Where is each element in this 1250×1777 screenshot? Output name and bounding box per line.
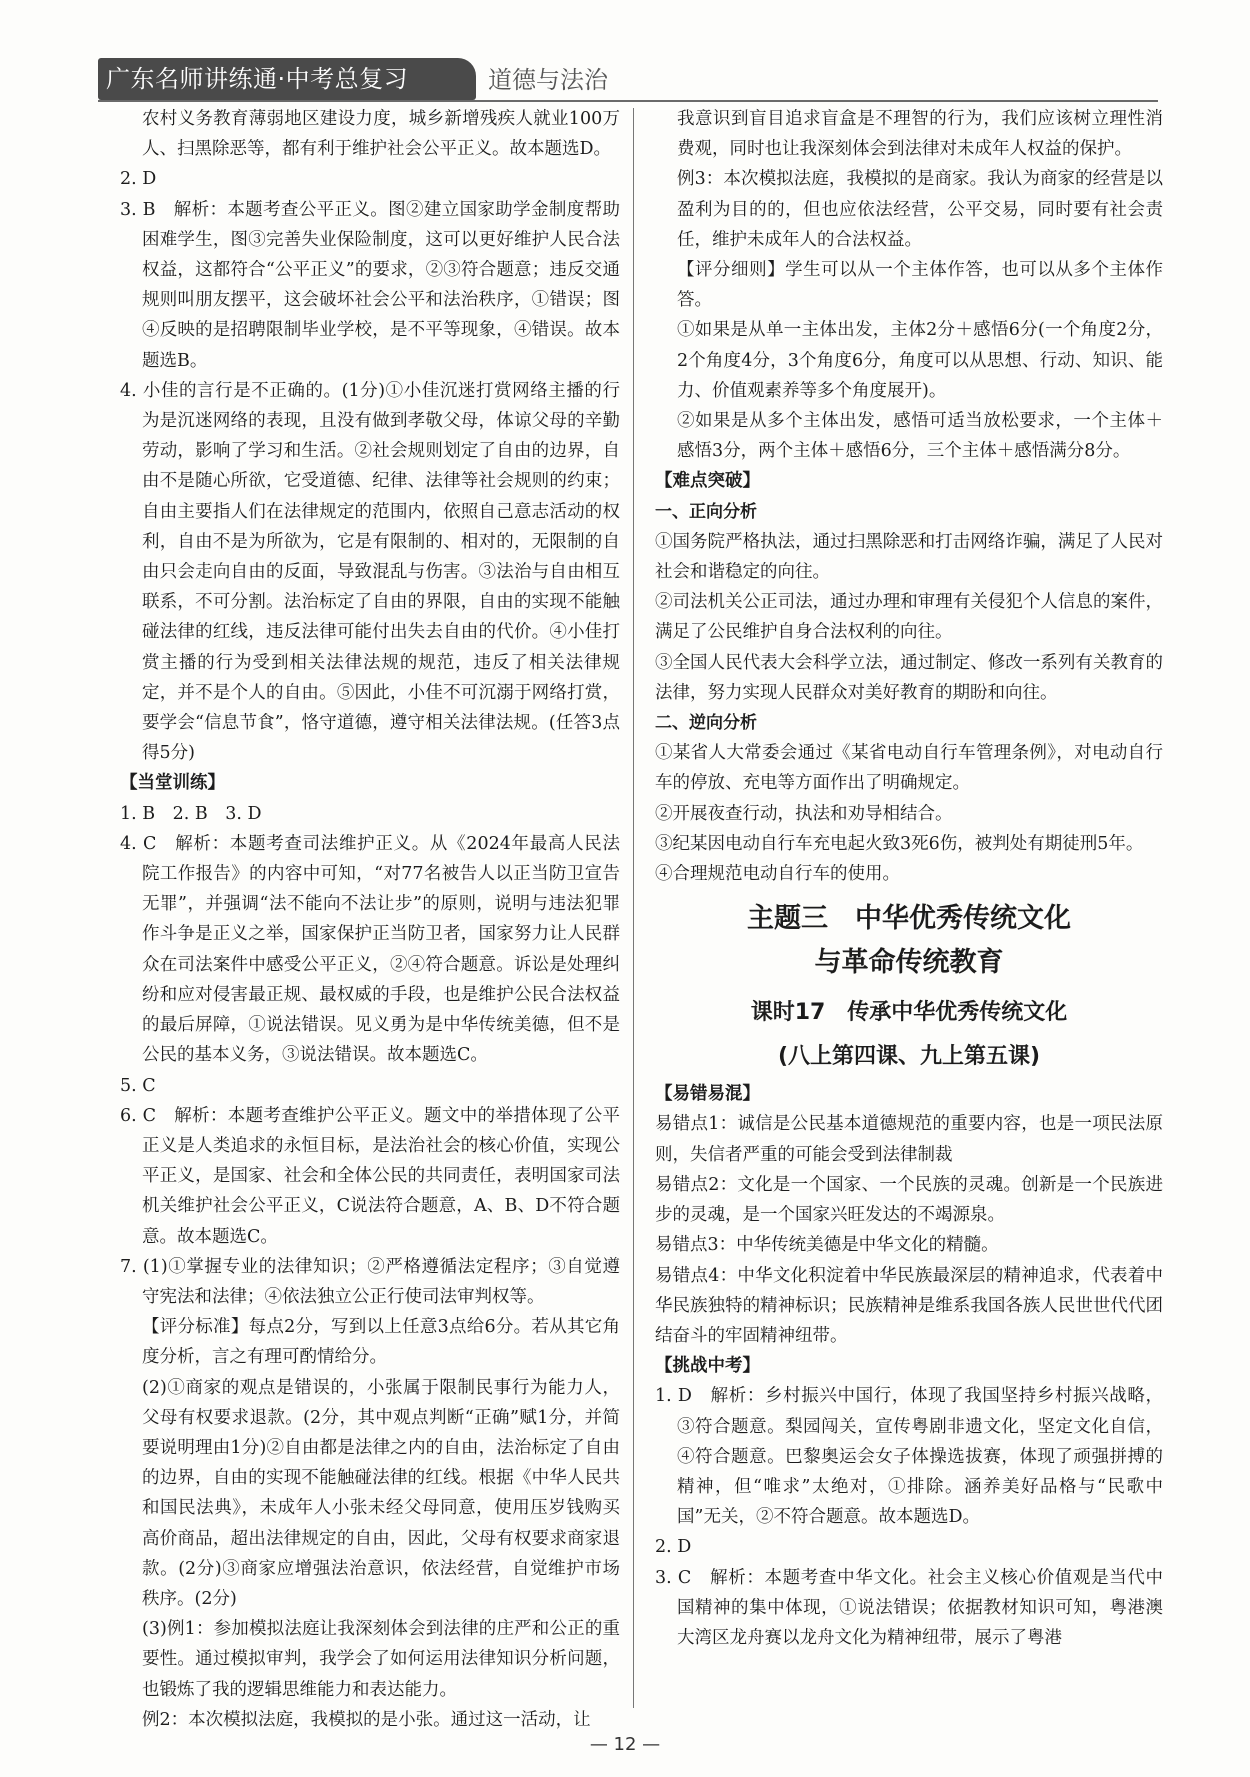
answer-paragraph: ②如果是从多个主体出发，感悟可适当放松要求，一个主体＋感悟3分，两个主体＋感悟6分，三个主体＋感悟满分8分。	[677, 411, 1163, 462]
answer-paragraph: (3)例1：参加模拟法庭让我深刻体会到法律的庄严和公正的重要性。通过模拟审判，我学会了如何运用法律知识分析问题，也锻炼了我的逻辑思维能力和表达能力。	[142, 1619, 620, 1700]
right-column	[655, 104, 1163, 1653]
section-heading: 【挑战中考】	[655, 1356, 760, 1377]
answer-item: 3. C 解析：本题考查中华文化。社会主义核心价值观是当代中国精神的集中体现，①说法错误；依据教材知识可知，粤港澳大湾区龙舟赛以龙舟文化为精神纽带，展示了粤港	[655, 1567, 1163, 1648]
scoring-note: 【评分标准】每点2分，写到以上任意3点给6分。若从其它角度分析，言之有理可酌情给分。	[142, 1317, 620, 1368]
answer-paragraph: 例2：本次模拟法庭，我模拟的是小张。通过这一活动，让	[142, 1709, 591, 1730]
answer-paragraph: (2)①商家的观点是错误的，小张属于限制民事行为能力人，父母有权要求退款。(2分，其中观点判断“正确”赋1分，并简要说明理由1分)②自由都是法律之内的自由，法治标定了自由的边界，自由的实现不能触碰法律的红线。根据《中华人民共和国民法典》，未成年人小张未经父母同意，使用压岁钱购买高价商品，超出法律规定的自由，因此，父母有权要求商家退款。(2分)③商家应增强法治意识，依法经营，自觉维护市场秩序。(2分)	[142, 1377, 620, 1609]
left-column	[120, 104, 620, 1735]
theme-title: 主题三 中华优秀传统文化	[747, 903, 1071, 935]
subsection-heading: 一、正向分析	[655, 501, 757, 522]
section-heading: 【难点突破】	[655, 471, 760, 492]
answer-item: 3. B 解析：本题考查公平正义。图②建立国家助学金制度帮助困难学生，图③完善失业保险制度，这可以更好维护人民合法权益，这都符合“公平正义”的要求，②③符合题意；违反交通规则叫朋友摆平，这会破坏社会公平和法治秩序，①错误；图④反映的是招聘限制毕业学校，是不平等现象，④错误。故本题选B。	[120, 199, 620, 371]
lesson-title: 课时17 传承中华优秀传统文化	[750, 1000, 1068, 1026]
book-title: 广东名师讲练通·中考总复习	[98, 58, 476, 100]
error-point: 易错点1：诚信是公民基本道德规范的重要内容，也是一项民法原则，失信者严重的可能会受到法律制裁	[655, 1114, 1163, 1165]
page-number: — 12 —	[589, 1734, 661, 1755]
list-item: ①某省人大常委会通过《某省电动自行车管理条例》，对电动自行车的停放、充电等方面作出了明确规定。	[655, 743, 1163, 794]
list-item: ③纪某因电动自行车充电起火致3死6伤，被判处有期徒刑5年。	[655, 833, 1144, 854]
running-header	[98, 58, 1158, 102]
answer-paragraph: 农村义务教育薄弱地区建设力度，城乡新增残疾人就业100万人、扫黑除恶等，都有利于维护社会公平正义。故本题选D。	[142, 109, 620, 160]
answer-item: 2. D	[655, 1537, 692, 1558]
list-item: ③全国人民代表大会科学立法，通过制定、修改一系列有关教育的法律，努力实现人民群众对美好教育的期盼和向往。	[655, 652, 1163, 703]
answer-paragraph: 我意识到盲目追求盲盒是不理智的行为，我们应该树立理性消费观，同时也让我深刻体会到法律对未成年人权益的保护。	[677, 109, 1163, 160]
answer-item: 4. 小佳的言行是不正确的。(1分)①小佳沉迷打赏网络主播的行为是沉迷网络的表现，且没有做到孝敬父母，体谅父母的辛勤劳动，影响了学习和生活。②社会规则划定了自由的边界，自由不是随心所欲，它受道德、纪律、法律等社会规则的约束；自由主要指人们在法律规定的范围内，依照自己意志活动的权利，自由不是为所欲为，它是有限制的、相对的，无限制的自由只会走向自由的反面，导致混乱与伤害。③法治与自由相互联系，不可分割。法治标定了自由的界限，自由的实现不能触碰法律的红线，违反法律可能付出失去自由的代价。④小佳打赏主播的行为受到相关法律法规的规范，违反了相关法律规定，并不是个人的自由。⑤因此，小佳不可沉溺于网络打赏，要学会“信息节食”，恪守道德，遵守相关法律法规。(任答3点得5分)	[120, 380, 620, 764]
list-item: ②开展夜查行动，执法和劝导相结合。	[655, 803, 953, 824]
error-point: 易错点2：文化是一个国家、一个民族的灵魂。创新是一个民族进步的灵魂，是一个国家兴旺发达的不竭源泉。	[655, 1174, 1163, 1226]
answer-item: 4. C 解析：本题考查司法维护正义。从《2024年最高人民法院工作报告》的内容中可知，“对77名被告人以正当防卫宣告无罪”，并强调“法不能向不法让步”的原则，说明与违法犯罪作斗争是正义之举，国家保护正当防卫者，国家努力让人民群众在司法案件中感受公平正义，②④符合题意。诉讼是处理纠纷和应对侵害最正规、最权威的手段，也是维护公民合法权益的最后屏障，①说法错误。见义勇为是中华传统美德，但不是公民的基本义务，③说法错误。故本题选C。	[120, 833, 620, 1066]
theme-title-line2: 与革命传统教育	[814, 947, 1004, 979]
answer-paragraph: 例3：本次模拟法庭，我模拟的是商家。我认为商家的经营是以盈利为目的的，但也应依法经营，公平交易，同时要有社会责任，维护未成年人的合法权益。	[677, 169, 1163, 250]
answer-item: 1. B 2. B 3. D	[120, 803, 262, 824]
answer-item: 2. D	[120, 169, 157, 190]
column-divider	[633, 108, 634, 1708]
answer-item: 5. C	[120, 1075, 156, 1096]
answer-item: 7. (1)①掌握专业的法律知识；②严格遵循法定程序；③自觉遵守宪法和法律；④依法独立公正行使司法审判权等。	[120, 1256, 620, 1307]
subject-label: 道德与法治	[488, 66, 608, 94]
error-point: 易错点4：中华文化积淀着中华民族最深层的精神追求，代表着中华民族独特的精神标识；民族精神是维系我国各族人民世世代代团结奋斗的牢固精神纽带。	[655, 1265, 1163, 1346]
answer-item: 6. C 解析：本题考查维护公平正义。题文中的举措体现了公平正义是人类追求的永恒目标，是法治社会的核心价值，实现公平正义，是国家、社会和全体公民的共同责任，表明国家司法机关维护社会公平正义，C说法符合题意，A、B、D不符合题意。故本题选C。	[120, 1105, 620, 1247]
subsection-heading: 二、逆向分析	[655, 713, 757, 734]
list-item: ①国务院严格执法，通过扫黑除恶和打击网络诈骗，满足了人民对社会和谐稳定的向往。	[655, 531, 1163, 583]
header-rule	[98, 100, 1158, 102]
answer-item: 1. D 解析：乡村振兴中国行，体现了我国坚持乡村振兴战略，③符合题意。梨园闯关，宣传粤剧非遗文化，坚定文化自信，④符合题意。巴黎奥运会女子体操选拔赛，体现了顽强拼搏的精神，但“唯求”太绝对，①排除。涵养美好品格与“民歌中国”无关，②不符合题意。故本题选D。	[655, 1386, 1163, 1528]
error-point: 易错点3：中华传统美德是中华文化的精髓。	[655, 1235, 999, 1256]
list-item: ④合理规范电动自行车的使用。	[655, 864, 900, 885]
lesson-subtitle: (八上第四课、九上第五课)	[777, 1044, 1041, 1070]
answer-paragraph: ①如果是从单一主体出发，主体2分＋感悟6分(一个角度2分，2个角度4分，3个角度6分，角度可以从思想、行动、知识、能力、价值观素养等多个角度展开)。	[677, 320, 1163, 401]
section-heading: 【当堂训练】	[120, 773, 225, 794]
scoring-note: 【评分细则】学生可以从一个主体作答，也可以从多个主体作答。	[677, 260, 1163, 311]
section-heading: 【易错易混】	[655, 1084, 760, 1105]
list-item: ②司法机关公正司法，通过办理和审理有关侵犯个人信息的案件，满足了公民维护自身合法权利的向往。	[655, 592, 1163, 643]
